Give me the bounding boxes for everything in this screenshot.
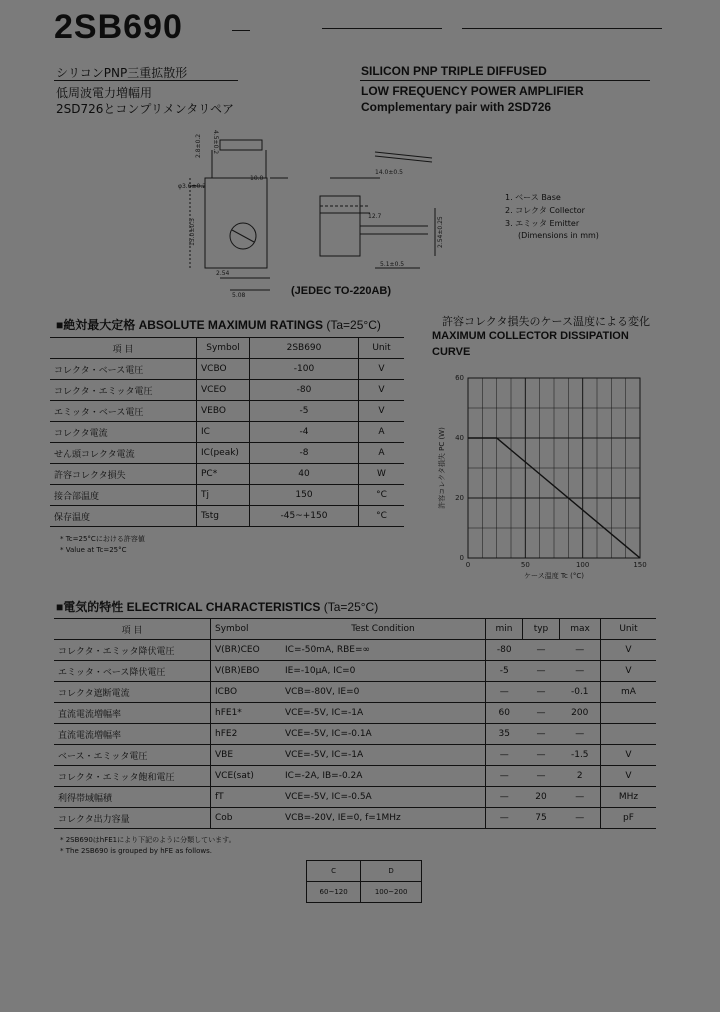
header-symbol: Symbol [197, 338, 250, 359]
chart-title-jp: 許容コレクタ損失のケース温度による変化 [442, 315, 651, 328]
desc-en-1: SILICON PNP TRIPLE DIFFUSED [361, 64, 547, 78]
desc-jp-2: 低周波電力増幅用 [56, 86, 153, 100]
svg-text:15.0±0.5: 15.0±0.5 [189, 218, 196, 246]
elec-condition: (Ta=25°C) [323, 600, 379, 614]
table-row: エミッタ・ベース降伏電圧 V(BR)EBO IE=-10μA, IC=0 -5 — — V [54, 661, 656, 682]
desc-rule-right [360, 80, 650, 81]
table-row: 利得帯域幅積 fT VCE=-5V, IC=-0.5A — 20 — MHz [54, 787, 656, 808]
elec-note-jp: * 2SB690はhFE1により下記のように分類しています。 [60, 836, 236, 844]
electrical-table [54, 618, 656, 829]
abs-max-note-en: * Value at Tc=25°C [60, 546, 127, 554]
svg-text:12.7: 12.7 [368, 213, 382, 220]
table-row: 直流電流増幅率 hFE1* VCE=-5V, IC=-1A 60 — 200 [54, 703, 656, 724]
hfe-group-c: C [307, 861, 361, 882]
package-label: (JEDEC TO-220AB) [291, 285, 392, 297]
svg-text:2.8±0.2: 2.8±0.2 [195, 133, 202, 158]
desc-en-2: LOW FREQUENCY POWER AMPLIFIER [361, 84, 584, 98]
pin-2-label: 2. コレクタ Collector [505, 206, 585, 215]
header-rule-mid [322, 28, 442, 29]
svg-text:4.5±0.2: 4.5±0.2 [212, 130, 219, 155]
table-row: ベース・エミッタ電圧 VBE VCE=-5V, IC=-1A — — -1.5 V [54, 745, 656, 766]
chart-x-tick-label: 150 [633, 561, 647, 569]
title-rule [232, 30, 250, 31]
hfe-range-c: 60~120 [307, 882, 361, 903]
table-row: 保存温度 Tstg -45~+150 °C [50, 506, 404, 527]
abs-max-title-en: ABSOLUTE MAXIMUM RATINGS [138, 318, 324, 332]
hfe-group-d: D [361, 861, 422, 882]
pin-1-label: 1. ベース Base [505, 193, 561, 202]
table-row: せん頭コレクタ電流 IC(peak) -8 A [50, 443, 404, 464]
elec-title-en: ELECTRICAL CHARACTERISTICS [126, 600, 321, 614]
svg-text:2.54: 2.54 [216, 270, 230, 277]
desc-jp-1: シリコンPNP三重拡散形 [56, 66, 188, 80]
svg-text:φ3.6±0.2: φ3.6±0.2 [178, 183, 207, 190]
dimension-note: (Dimensions in mm) [518, 231, 599, 240]
svg-text:2.54±0.25: 2.54±0.25 [437, 216, 444, 248]
table-row: コレクタ・エミッタ電圧 VCEO -80 V [50, 380, 404, 401]
chart-y-tick-label: 20 [455, 494, 464, 502]
header-item: 項 目 [50, 338, 197, 359]
chart-x-tick-label: 100 [575, 561, 590, 569]
chart-y-tick-label: 60 [455, 374, 464, 382]
hfe-group-table [306, 860, 422, 903]
table-row: コレクタ・ベース電圧 VCBO -100 V [50, 359, 404, 380]
hfe-range-d: 100~200 [361, 882, 422, 903]
package-outline-drawing [170, 118, 450, 298]
svg-text:5.08: 5.08 [232, 292, 246, 298]
part-number-title: 2SB690 [54, 8, 183, 46]
svg-text:10.0: 10.0 [250, 175, 264, 182]
chart-title-en-2: CURVE [432, 346, 471, 358]
chart-title-en-1: MAXIMUM COLLECTOR DISSIPATION [432, 330, 629, 342]
elec-note-en: * The 2SB690 is grouped by hFE as follows. [60, 847, 212, 855]
table-row: 接合部温度 Tj 150 °C [50, 485, 404, 506]
chart-y-label: 許容コレクタ損失 PC (W) [438, 427, 446, 509]
desc-en-3: Complementary pair with 2SD726 [361, 100, 552, 114]
header-unit: Unit [359, 338, 405, 359]
table-row: エミッタ・ベース電圧 VEBO -5 V [50, 401, 404, 422]
table-row: コレクタ電流 IC -4 A [50, 422, 404, 443]
dissipation-chart [430, 368, 670, 588]
svg-text:5.1±0.5: 5.1±0.5 [380, 261, 405, 268]
table-row: 許容コレクタ損失 PC* 40 W [50, 464, 404, 485]
pin-3-label: 3. エミッタ Emitter [505, 219, 580, 228]
table-row: 直流電流増幅率 hFE2 VCE=-5V, IC=-0.1A 35 — — [54, 724, 656, 745]
abs-max-title-jp: ■絶対最大定格 [56, 318, 136, 332]
chart-x-label: ケース温度 Tc (°C) [524, 572, 584, 580]
table-row: コレクタ・エミッタ飽和電圧 VCE(sat) IC=-2A, IB=-0.2A — — 2 V [54, 766, 656, 787]
header-rule-right [462, 28, 662, 29]
elec-title-jp: ■電気的特性 [56, 600, 124, 614]
table-header-row [50, 338, 404, 359]
table-row: コレクタ出力容量 Cob VCB=-20V, IE=0, f=1MHz — 75 — pF [54, 808, 656, 829]
abs-max-note-jp: * Tc=25°Cにおける許容値 [60, 535, 145, 543]
chart-x-tick-label: 50 [520, 561, 530, 569]
desc-jp-3: 2SD726とコンプリメンタリペア [56, 102, 234, 116]
chart-y-tick-label: 40 [455, 434, 464, 442]
chart-x-tick-label: 0 [465, 561, 471, 569]
abs-max-condition: (Ta=25°C) [326, 318, 381, 332]
table-header-row: 項 目 Symbol Test Condition min typ max Unit [54, 619, 656, 640]
header-value: 2SB690 [250, 338, 359, 359]
svg-text:14.0±0.5: 14.0±0.5 [375, 169, 403, 176]
table-row: コレクタ・エミッタ降伏電圧 V(BR)CEO IC=-50mA, RBE=∞ -80 — — V [54, 640, 656, 661]
table-row: コレクタ遮断電流 ICBO VCB=-80V, IE=0 — — -0.1 mA [54, 682, 656, 703]
chart-y-tick-label: 0 [459, 554, 464, 562]
abs-max-table [50, 337, 404, 527]
